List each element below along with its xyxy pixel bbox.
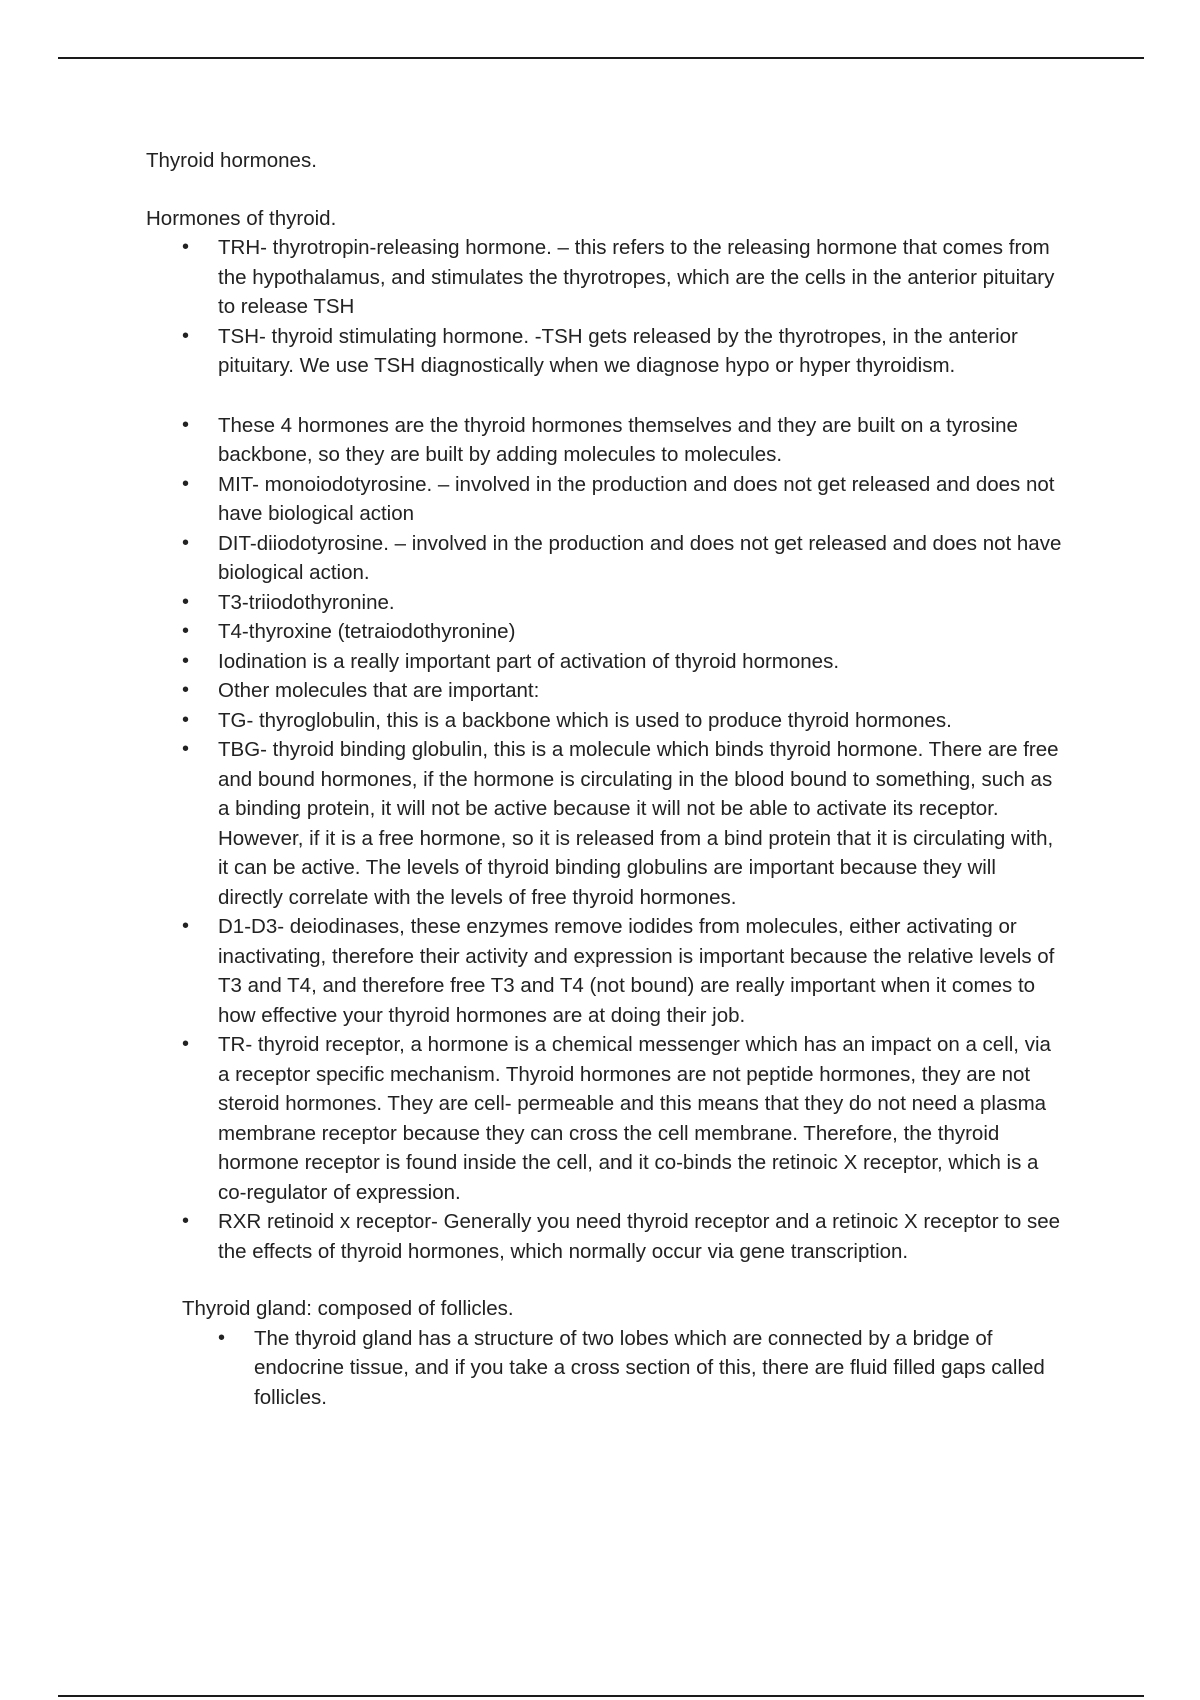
- document-body: [146, 146, 1066, 1412]
- list-item: • The thyroid gland has a structure of two lobes which are connected by a bridge of endocrine tissue, and if you take a cross section of this, there are fluid filled gaps called follicles.: [146, 1324, 1066, 1413]
- list-item: • T3-triiodothyronine.: [146, 588, 1066, 618]
- spacer: [146, 1266, 1066, 1294]
- footer-rule: [58, 1695, 1144, 1697]
- spacer: [146, 381, 1066, 411]
- header-rule: [58, 57, 1144, 59]
- bullet-list-thyroid-hormones: [146, 411, 1066, 1267]
- list-item: • T4-thyroxine (tetraiodothyronine): [146, 617, 1066, 647]
- bullet-list-thyroid-gland: [146, 1324, 1066, 1413]
- list-item: • Iodination is a really important part of activation of thyroid hormones.: [146, 647, 1066, 677]
- list-item: • TBG- thyroid binding globulin, this is a molecule which binds thyroid hormone. There are free and bound hormones, if the hormone is circulating in the blood bound to something, such as a binding protein, it will not be active because it will not be able to activate its receptor. However, if it is a free hormone, so it is released from a bind protein that it is circulating with, it can be active. The levels of thyroid binding globulins are important because they will directly correlate with the levels of free thyroid hormones.: [146, 735, 1066, 912]
- list-item: • MIT- monoiodotyrosine. – involved in the production and does not get released and does not have biological action: [146, 470, 1066, 529]
- section-heading-thyroid-gland: Thyroid gland: composed of follicles.: [182, 1297, 514, 1320]
- list-item: • Other molecules that are important:: [146, 676, 1066, 706]
- list-item: • TR- thyroid receptor, a hormone is a chemical messenger which has an impact on a cell, via a receptor specific mechanism. Thyroid hormones are not peptide hormones, they are not steroid hormones. They are cell- permeable and this means that they do not need a plasma membrane receptor because they can cross the cell membrane. Therefore, the thyroid hormone receptor is found inside the cell, and it co-binds the retinoic X receptor, which is a co-regulator of expression.: [146, 1030, 1066, 1207]
- list-item: • TG- thyroglobulin, this is a backbone which is used to produce thyroid hormones.: [146, 706, 1066, 736]
- document-title: Thyroid hormones.: [146, 149, 317, 172]
- list-item: • RXR retinoid x receptor- Generally you need thyroid receptor and a retinoic X receptor to see the effects of thyroid hormones, which normally occur via gene transcription.: [146, 1207, 1066, 1266]
- list-item: • D1-D3- deiodinases, these enzymes remove iodides from molecules, either activating or inactivating, therefore their activity and expression is important because the relative levels of T3 and T4, and therefore free T3 and T4 (not bound) are really important when it comes to how effective your thyroid hormones are at doing their job.: [146, 912, 1066, 1030]
- list-item: • These 4 hormones are the thyroid hormones themselves and they are built on a tyrosine backbone, so they are built by adding molecules to molecules.: [146, 411, 1066, 470]
- list-item: • TRH- thyrotropin-releasing hormone. – this refers to the releasing hormone that comes from the hypothalamus, and stimulates the thyrotropes, which are the cells in the anterior pituitary to release TSH: [146, 233, 1066, 322]
- section-heading-hormones: Hormones of thyroid.: [146, 206, 337, 230]
- list-item: • DIT-diiodotyrosine. – involved in the production and does not get released and does not have biological action.: [146, 529, 1066, 588]
- bullet-list-releasing-hormones: [146, 233, 1066, 381]
- list-item: • TSH- thyroid stimulating hormone. -TSH gets released by the thyrotropes, in the anterior pituitary. We use TSH diagnostically when we diagnose hypo or hyper thyroidism.: [146, 322, 1066, 381]
